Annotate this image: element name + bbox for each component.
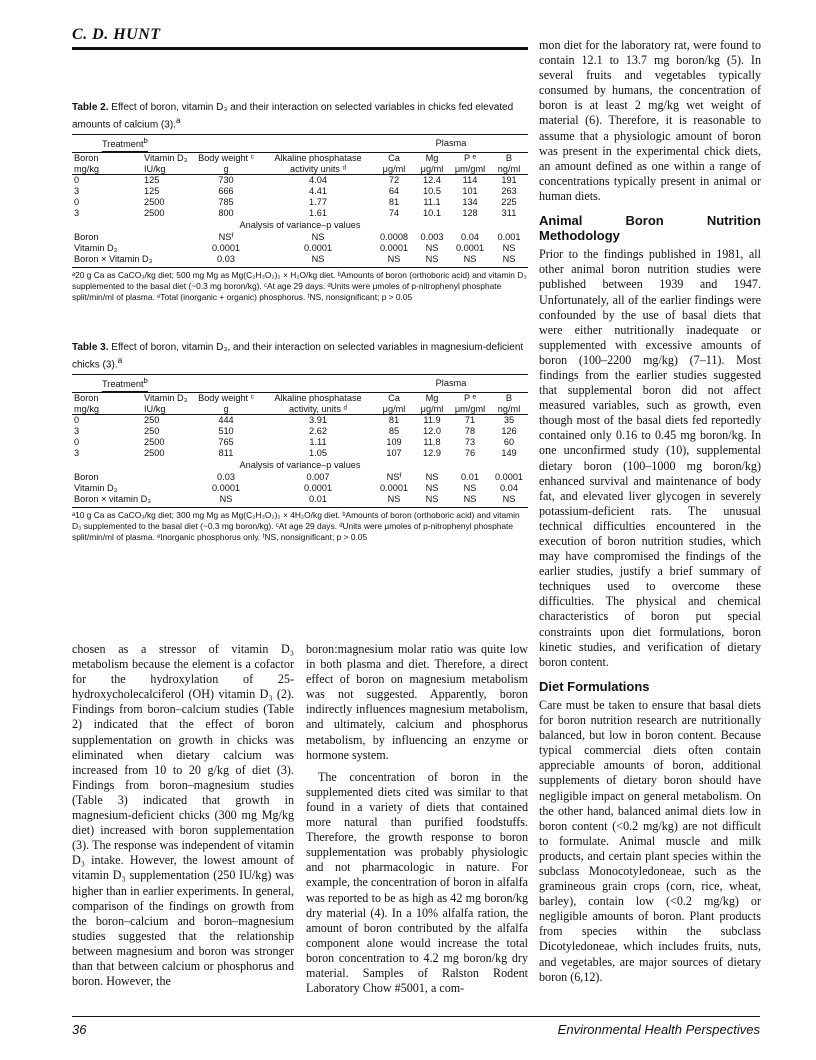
table-cell: 191	[501, 175, 517, 186]
table-cell: 0.0008	[379, 232, 409, 243]
table-cell: 128	[462, 208, 478, 219]
table-cell: 12.9	[423, 448, 441, 459]
paragraph: chosen as a stressor of vitamin D₃ metabolism because the element is a cofactor for the hydroxylation of 25-hydroxycholecalciferol (OH) vitamin D₃ (2). Findings from boron–calcium studies (Table 2) indicated that the effect of boron supplementation on growth in chicks was eliminated when dietary calcium was increased from 10 to 20 g/kg of diet (3). Findings from boron–magnesium studies (Table 3) indicated that growth in magnesium-deficient chicks (300 mg Mg/kg diet) increased with boron supplementation (3). The response was independent of vitamin D₃ intake. However, the lowest amount of vitamin D₃ supplementation (250 IU/kg) was higher than in earlier experiments. In general, comparison of the findings on growth from the boron–calcium and boron–magnesium studies suggested that the relationship between magnesium and boron was stronger than that between calcium or phosphorus and boron. However, the	[72, 642, 294, 989]
anova-label: Boron × Vitamin D₃	[74, 254, 153, 265]
column-header: μg/ml	[420, 403, 444, 414]
paragraph: boron:magnesium molar ratio was quite low in both plasma and diet. Therefore, a direct effect of boron on magnesium metabolism was not suggested. Apparently, boron indirectly influences magnesium metabolism, and ultimately, calcium and phosphorus metabolism, by influencing an enzyme or hormone system.	[306, 642, 528, 762]
journal-name: Environmental Health Perspectives	[557, 1022, 760, 1037]
table-row	[72, 437, 528, 448]
column-header: g	[223, 163, 229, 174]
table-cell: 10.5	[423, 186, 441, 197]
column-header: μg/ml	[382, 163, 406, 174]
table-cell: NS	[219, 494, 233, 505]
column-header: B	[505, 153, 513, 164]
anova-label: Boron × vitamin D₃	[74, 494, 152, 505]
section-heading: Diet Formulations	[539, 678, 650, 694]
table-cell: 811	[218, 448, 234, 459]
table-cell: 0.0001	[379, 483, 409, 494]
table-cell: 3.91	[309, 415, 327, 426]
table-cell: 10.1	[423, 208, 441, 219]
table-cell: 3	[74, 186, 80, 197]
anova-label: Vitamin D₃	[74, 483, 118, 494]
column-header: Ca	[388, 393, 400, 404]
table-cell: 74	[388, 208, 400, 219]
paragraph: The concentration of boron in the supplemented diets cited was similar to that found in a variety of diets that contained more natural than purified foodstuffs. Therefore, the growth response to boron supplementation was probably physiologic and not pharmacologic in nature. For example, the concentration of boron in alfalfa was reported to be as high as 42 mg boron/kg dry material (4). In a 10% alfalfa ration, the amount of boron contributed by the alfalfa component alone would increase the total boron concentration to 4.2 mg boron/kg dry material. Samples of Ralston Rodent Laboratory Chow #5001, a com-	[306, 769, 528, 996]
table-cell: NS	[425, 472, 439, 483]
table-cell: 11.9	[423, 415, 441, 426]
paragraph: mon diet for the laboratory rat, were found to contain 12.1 to 13.7 mg boron/kg (5). In several fruits and vegetables typically consumed by humans, the concentration of boron is at least 2 mg/kg wet weight of material (6). Therefore, it is reasonable to assume that a physiologic amount of boron was present in the experimental chick diets, an amount defined as one within a range of concentrations typically present in animal or human diets.	[539, 38, 761, 203]
table-cell: 0.0001	[303, 483, 333, 494]
table-cell: NS	[387, 494, 401, 505]
table-cell: NS	[502, 243, 516, 254]
table-row	[72, 186, 528, 197]
table-cell: 0.0001	[379, 243, 409, 254]
table-row	[72, 208, 528, 219]
column-header: P ᵉ	[464, 393, 476, 404]
anova-label: Vitamin D₃	[74, 243, 118, 254]
table-cell: 114	[462, 175, 478, 186]
table-cell: 0.04	[500, 483, 518, 494]
column-header: μm/gml	[454, 403, 486, 414]
body-column-1	[72, 642, 294, 989]
anova-label: Boron	[74, 472, 99, 483]
table-row	[72, 415, 528, 427]
column-header: Mg	[425, 393, 439, 404]
table-cell: NS	[387, 254, 401, 265]
table-cell: 81	[388, 197, 400, 208]
table-cell: 1.77	[309, 197, 327, 208]
table-cell: 72	[388, 175, 400, 186]
table-cell: 4.04	[309, 175, 327, 186]
table-cell: NSᶠ	[386, 472, 402, 483]
table-cell: 12.4	[423, 175, 441, 186]
table-cell: 2.62	[309, 426, 327, 437]
table-2-grid: Treatment$^b$ Plasma Boron Vitamin D₃ Body weight ᶜ Alkaline phosphatase Ca Mg P ᵉ B mg/kg IU/kg g activity units ᵈ μg/ml μg/ml μm/gml ng/ml 0 125 730 4.04 72 12.4 114 191 3 125 666 4.41 64 10.5 101 263 0 2500 785 1.77 81 11.1 134 225 3 2500 800 1.61 74 10.1 128 311 Analysis of variance–p values Boron NSᶠ NS 0.0008 0.003 0.04 0.001 Vitamin D₃ 0.0001 0.0001 0.0001 NS 0.0001 NS Boron × Vitamin D₃ 0.03 NS NS NS NS NS	[72, 134, 528, 265]
table-cell: NS	[425, 243, 439, 254]
table-cell: 0.03	[217, 472, 235, 483]
body-column-3	[539, 38, 761, 985]
table-cell: 730	[218, 175, 234, 186]
column-header: g	[223, 403, 229, 414]
column-header: Boron	[74, 393, 99, 404]
column-header: Mg	[425, 153, 439, 164]
column-header: B	[505, 393, 513, 404]
table-cell: 800	[218, 208, 234, 219]
table-cell: 3	[74, 448, 80, 459]
paragraph: Care must be taken to ensure that basal diets for boron nutrition research are nutritionally balanced, but low in boron content. Because typical commercial diets often contain appreciable amounts of boron, additional supplements of dietary boron should have negligible impact on general metabolism. On the other hand, balanced animal diets low in boron content (<0.2 mg/kg) are not difficult to formulate. Animal muscle and milk products, and certain plant species within the subclass Monocotyledoneae, such as the gramineous grain crops (corn, rice, wheat, barley), contain low (<0.2 mg/kg) or negligible amounts of boron. Plant products from species within the subclass Dicotyledoneae, which includes fruits, nuts, and vegetables, are major sources of dietary boron (6,12).	[539, 697, 761, 984]
table-cell: 3	[74, 426, 80, 437]
table-cell: 125	[144, 175, 160, 186]
table-cell: 1.61	[309, 208, 327, 219]
table-cell: 109	[386, 437, 402, 448]
column-header: ng/ml	[497, 403, 521, 414]
table-cell: 60	[503, 437, 515, 448]
table-row	[72, 197, 528, 208]
table-cell: 2500	[144, 208, 165, 219]
table-cell: NS	[425, 494, 439, 505]
column-header: Body weight ᶜ	[198, 393, 254, 404]
anova-row	[72, 232, 528, 243]
column-header: Vitamin D₃	[144, 393, 188, 404]
anova-row	[72, 494, 528, 505]
table-cell: 4.41	[309, 186, 327, 197]
table-cell: 64	[388, 186, 400, 197]
column-header: mg/kg	[74, 163, 100, 174]
section-heading: Animal Boron Nutrition Methodology	[539, 213, 761, 244]
anova-row	[72, 243, 528, 254]
table-cell: 81	[388, 415, 400, 426]
table-cell: NS	[425, 254, 439, 265]
table-cell: 0	[74, 197, 80, 208]
table-cell: 0.03	[217, 254, 235, 265]
table-cell: 0.0001	[211, 483, 241, 494]
table-cell: 101	[462, 186, 478, 197]
table-cell: 71	[464, 415, 476, 426]
column-header: P ᵉ	[464, 153, 476, 164]
column-header: Ca	[388, 153, 400, 164]
table-2-footnote: ᵃ20 g Ca as CaCO₃/kg diet; 500 mg Mg as Mg(C₂H₃O₂)₂ × H₂O/kg diet. ᵇAmounts of boron (orthoboric acid) and vitamin D₃ supplemented to the basal diet (~0.3 mg boron/kg). ᶜAt age 29 days. ᵈUnits were μmoles of p-nitrophenyl phosphate split/min/ml of plasma. ᵉTotal (inorganic + organic) phosphorus. ᶠNS, nonsignificant; p > 0.05	[72, 267, 528, 303]
table-cell: 0.0001	[211, 243, 241, 254]
table-cell: 2500	[144, 448, 165, 459]
table-cell: 78	[464, 426, 476, 437]
table-cell: 0.001	[497, 232, 521, 243]
table-cell: 0.01	[309, 494, 327, 505]
table-cell: 510	[218, 426, 234, 437]
table-cell: 2500	[144, 197, 165, 208]
table-cell: 444	[218, 415, 234, 426]
table-cell: 1.05	[309, 448, 327, 459]
table-row	[72, 175, 528, 187]
table-cell: 263	[501, 186, 517, 197]
anova-row	[72, 472, 528, 483]
table-cell: 0.0001	[455, 243, 485, 254]
anova-label: Boron	[74, 232, 99, 243]
table-cell: 225	[501, 197, 517, 208]
running-head-author: C. D. HUNT	[72, 26, 161, 43]
table-cell: 134	[462, 197, 478, 208]
table-cell: 35	[503, 415, 515, 426]
table-cell: 0	[74, 175, 80, 186]
table-cell: NS	[425, 483, 439, 494]
table-cell: 0.0001	[494, 472, 524, 483]
table-cell: 0.007	[306, 472, 330, 483]
table-cell: 0.01	[461, 472, 479, 483]
table-row	[72, 426, 528, 437]
column-header: activity, units ᵈ	[289, 403, 347, 414]
page-number: 36	[72, 1022, 87, 1037]
table-2	[72, 102, 528, 303]
column-header: Vitamin D₃	[144, 153, 188, 164]
footer-rule	[72, 1016, 760, 1017]
column-header: IU/kg	[144, 403, 166, 414]
table-3-footnote: ᵃ10 g Ca as CaCO₃/kg diet; 300 mg Mg as Mg(C₂H₃O₂)₂ × 4H₂O/kg diet. ᵇAmounts of boron (orthoboric acid) and vitamin D₃ supplemented to the basal diet (~0.3 mg boron/kg). ᶜAt age 29 days. ᵈUnits were μmoles of p-nitrophenyl phosphate split/min/ml of plasma. ᵉInorganic phosphorus only. ᶠNS, nonsignificant; p > 0.05	[72, 507, 528, 543]
table-3-caption: Table 3. Effect of boron, vitamin D₃, and their interaction on selected variables in magnesium-deficient chicks (3).$^a$	[72, 342, 524, 371]
table-cell: 0.0001	[303, 243, 333, 254]
column-header: mg/kg	[74, 403, 100, 414]
table-cell: 765	[218, 437, 234, 448]
table-cell: 1.11	[309, 437, 327, 448]
table-cell: 0	[74, 415, 80, 426]
table-cell: 107	[386, 448, 402, 459]
table-cell: 85	[388, 426, 400, 437]
table-cell: 76	[464, 448, 476, 459]
table-cell: 125	[144, 186, 160, 197]
column-header: Body weight ᶜ	[198, 153, 254, 164]
table-cell: 11.1	[423, 197, 441, 208]
column-header: Alkaline phosphatase	[274, 153, 362, 164]
column-header: μm/gml	[454, 163, 486, 174]
table-cell: 250	[144, 426, 160, 437]
table-cell: 0	[74, 437, 80, 448]
column-header: activity units ᵈ	[289, 163, 347, 174]
table-cell: 3	[74, 208, 80, 219]
table-cell: 149	[501, 448, 517, 459]
table-cell: NS	[463, 254, 477, 265]
table-3	[72, 342, 528, 543]
column-header: μg/ml	[382, 403, 406, 414]
table-cell: NSᶠ	[218, 232, 234, 243]
anova-row	[72, 254, 528, 265]
table-cell: NS	[502, 254, 516, 265]
table-cell: 250	[144, 415, 160, 426]
table-cell: NS	[463, 494, 477, 505]
header-rule	[72, 47, 528, 50]
column-header: Boron	[74, 153, 99, 164]
table-cell: 785	[218, 197, 234, 208]
table-cell: 0.04	[461, 232, 479, 243]
table-row	[72, 448, 528, 459]
table-cell: 0.003	[420, 232, 444, 243]
column-header: μg/ml	[420, 163, 444, 174]
table-cell: NS	[502, 494, 516, 505]
column-header: ng/ml	[497, 163, 521, 174]
table-cell: 11.8	[423, 437, 441, 448]
table-cell: 73	[464, 437, 476, 448]
body-column-2	[306, 642, 528, 996]
table-cell: 311	[501, 208, 517, 219]
table-cell: NS	[311, 254, 325, 265]
table-3-grid: Treatment$^b$ Plasma Boron Vitamin D₃ Body weight ᶜ Alkaline phosphatase Ca Mg P ᵉ B mg/kg IU/kg g activity, units ᵈ μg/ml μg/ml μm/gml ng/ml 0 250 444 3.91 81 11.9 71 35 3 250 510 2.62 85 12.0 78 126 0 2500 765 1.11 109 11.8 73 60 3 2500 811 1.05 107 12.9 76 149 Analysis of variance–p values Boron 0.03 0.007 NSᶠ NS 0.01 0.0001 Vitamin D₃ 0.0001 0.0001 0.0001 NS NS 0.04 Boron × vitamin D₃ NS 0.01 NS NS NS NS	[72, 374, 528, 505]
table-2-caption: Table 2. Effect of boron, vitamin D₃ and their interaction on selected variables in chicks fed elevated amounts of calcium (3).$^a$	[72, 102, 514, 131]
table-cell: NS	[311, 232, 325, 243]
table-cell: 12.0	[423, 426, 441, 437]
table-cell: 2500	[144, 437, 165, 448]
table-cell: 126	[501, 426, 517, 437]
table-cell: 666	[218, 186, 234, 197]
column-header: IU/kg	[144, 163, 166, 174]
anova-row	[72, 483, 528, 494]
column-header: Alkaline phosphatase	[274, 393, 362, 404]
table-cell: NS	[463, 483, 477, 494]
paragraph: Prior to the findings published in 1981, all other animal boron nutrition studies were published between 1939 and 1947. Unfortunately, all of the earlier findings were confounded by the use of basal diets that were either nutritionally inadequate or supplemented with excessive amounts of boron (100–2200 mg/kg) (7–11). Most findings from the earlier studies suggested that supplemental boron did not affect measured variables, such as growth, even though most of the basal diets fed reportedly contained only 0.16 to 0.45 mg boron/kg. In one unconfirmed study (10), supplemental dietary boron (100–1000 mg boron/kg) enhanced survival and maintenance of body fat, and elevated liver glycogen in severely potassium-deficient rats. The unusual technical difficulties encountered in the execution of boron nutrition studies, which may have compromised the findings of the earlier studies, justify a brief summary of techniques used to overcome these difficulties. The physical and chemical characteristics of boron put special constraints upon diet formulations, boron kinetic studies, and verification of dietary boron content.	[539, 247, 761, 669]
